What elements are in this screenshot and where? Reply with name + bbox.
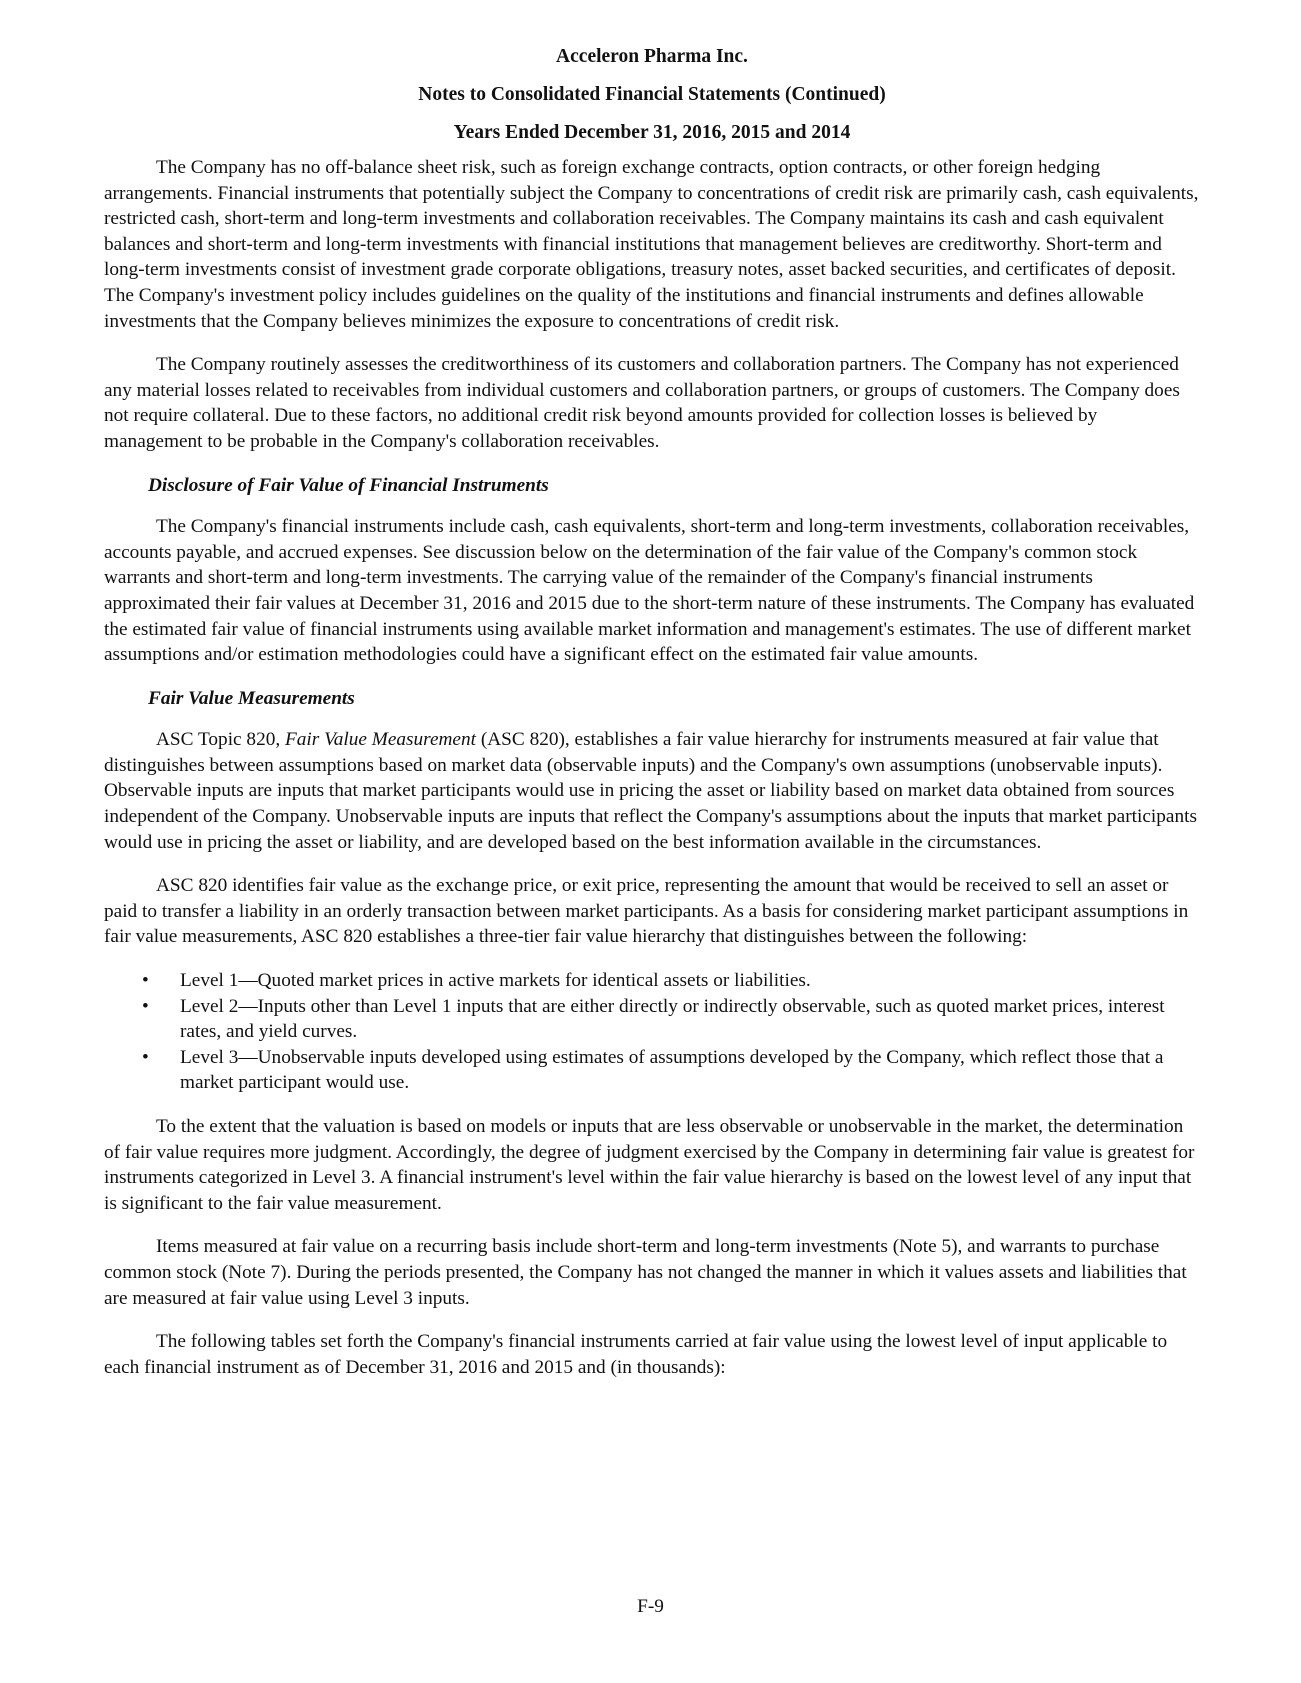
period-title: Years Ended December 31, 2016, 2015 and 2014 xyxy=(453,122,851,143)
asc-820-text-start: ASC Topic 820, xyxy=(156,729,285,751)
section-heading-measurements: Fair Value Measurements xyxy=(148,687,355,709)
asc-820-topic-title: Fair Value Measurement xyxy=(285,729,476,751)
judgment-paragraph: To the extent that the valuation is based on models or inputs that are less observable or unobservable in the market, the determination of fair value requires more judgment. Accordingly, the degree of judgment exercised by the Company in determining fair value is greatest for instruments categorized in Level 3. A financial instrument's level within the fair value hierarchy is based on the lowest level of any input that is significant to the fair value measurement. xyxy=(104,1116,1195,1214)
asc-820-text-end: (ASC 820), establishes a fair value hierarchy for instruments measured at fair value that distinguishes between assumptions based on market data (observable inputs) and the Company's own assumptions (unobservable inputs). Observable inputs are inputs that market participants would use in pricing the asset or liability based on market data obtained from sources independent of the Company. Unobservable inputs are inputs that reflect the Company's assumptions about the inputs that market participants would use in pricing the asset or liability, and are developed based on the best information available in the circumstances. xyxy=(104,729,1197,853)
list-item xyxy=(104,994,1200,1045)
financial-instruments-paragraph: The Company's financial instruments include cash, cash equivalents, short-term and long-term investments, collaboration receivables, accounts payable, and accrued expenses. See discussion below on the determination of the fair value of the Company's common stock warrants and short-term and long-term investments. The carrying value of the remainder of the Company's financial instruments approximated their fair values at December 31, 2016 and 2015 due to the short-term nature of these instruments. The Company has evaluated the estimated fair value of financial instruments using available market information and management's estimates. The use of different market assumptions and/or estimation methodologies could have a significant effect on the estimated fair value amounts. xyxy=(104,516,1195,666)
level-2-text: Level 2—Inputs other than Level 1 inputs that are either directly or indirectly observable, such as quoted market prices, interest rates, and yield curves. xyxy=(180,995,1165,1043)
recurring-basis-paragraph: Items measured at fair value on a recurring basis include short-term and long-term investments (Note 5), and warrants to purchase common stock (Note 7). During the periods presented, the Company has not changed the manner in which it values assets and liabilities that are measured at fair value using Level 3 inputs. xyxy=(104,1236,1187,1309)
asc-820-paragraph xyxy=(104,727,1200,855)
tables-intro-paragraph: The following tables set forth the Company's financial instruments carried at fair value using the lowest level of input applicable to each financial instrument as of December 31, 2016 and 2015 and (in thousands): xyxy=(104,1331,1168,1378)
document-page xyxy=(104,44,1200,1398)
statement-title: Notes to Consolidated Financial Statements (Continued) xyxy=(418,84,886,105)
company-name: Acceleron Pharma Inc. xyxy=(556,46,748,67)
page-number: F-9 xyxy=(637,1596,664,1617)
creditworthiness-paragraph: The Company routinely assesses the creditworthiness of its customers and collaboration partners. The Company has not experienced any material losses related to receivables from individual customers and collaboration partners, or groups of customers. The Company does not require collateral. Due to these factors, no additional credit risk beyond amounts provided for collection losses is believed by management to be probable in the Company's collaboration receivables. xyxy=(104,354,1180,452)
section-heading-disclosure: Disclosure of Fair Value of Financial Instruments xyxy=(148,474,549,496)
hierarchy-intro-paragraph: ASC 820 identifies fair value as the exchange price, or exit price, representing the amount that would be received to sell an asset or paid to transfer a liability in an orderly transaction between market participants. As a basis for considering market participant assumptions in fair value measurements, ASC 820 establishes a three-tier fair value hierarchy that distinguishes between the following: xyxy=(104,875,1189,948)
list-item xyxy=(104,1045,1200,1096)
level-list xyxy=(104,968,1200,1096)
list-item xyxy=(104,968,1200,994)
bullet: • xyxy=(142,1046,149,1068)
level-1-text: Level 1—Quoted market prices in active markets for identical assets or liabilities. xyxy=(180,970,811,992)
bullet: • xyxy=(142,995,149,1017)
bullet: • xyxy=(142,970,149,992)
credit-risk-paragraph: The Company has no off-balance sheet risk, such as foreign exchange contracts, option contracts, or other foreign hedging arrangements. Financial instruments that potentially subject the Company to concentrations of credit risk are primarily cash, cash equivalents, restricted cash, short-term and long-term investments and collaboration receivables. The Company maintains its cash and cash equivalent balances and short-term and long-term investments with financial institutions that management believes are creditworthy. Short-term and long-term investments consist of investment grade corporate obligations, treasury notes, asset backed securities, and certificates of deposit. The Company's investment policy includes guidelines on the quality of the institutions and financial instruments and defines allowable investments that the Company believes minimizes the exposure to concentrations of credit risk. xyxy=(104,157,1199,332)
level-3-text: Level 3—Unobservable inputs developed using estimates of assumptions developed by the Company, which reflect those that a market participant would use. xyxy=(180,1046,1164,1094)
